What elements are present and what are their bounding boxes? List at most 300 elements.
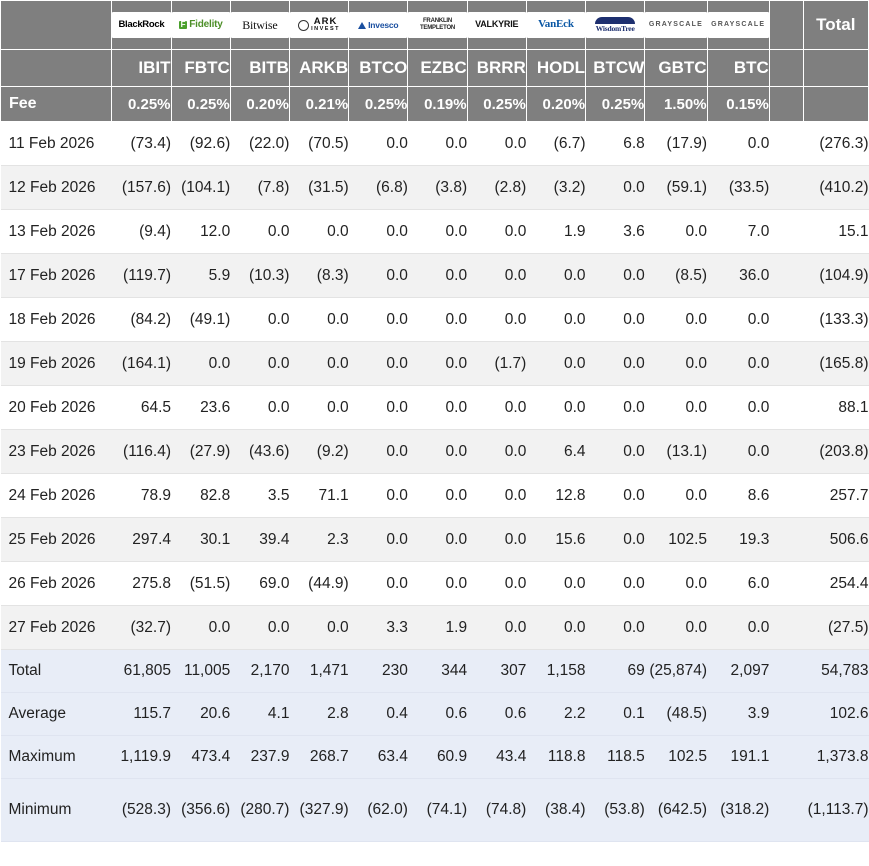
cell-btcw: 0.0 bbox=[586, 254, 645, 298]
logo-franklin-templeton: FRANKLIN TEMPLETON bbox=[408, 12, 466, 38]
table-row bbox=[1, 122, 869, 166]
cell-ibit: (157.6) bbox=[112, 166, 171, 210]
invesco-triangle-icon bbox=[358, 22, 366, 29]
cell-gbtc: (8.5) bbox=[645, 254, 707, 298]
cell-btc: 0.0 bbox=[707, 122, 769, 166]
table-row bbox=[1, 254, 869, 298]
summary-total: 102.6 bbox=[803, 693, 868, 736]
summary-cell-btco: 0.4 bbox=[349, 693, 408, 736]
cell-btcw: 0.0 bbox=[586, 518, 645, 562]
row-total: (104.9) bbox=[803, 254, 868, 298]
cell-hodl: (3.2) bbox=[526, 166, 585, 210]
summary-cell-ezbc: 344 bbox=[408, 650, 467, 693]
table-row bbox=[1, 298, 869, 342]
ticker-btcw: BTCW bbox=[586, 50, 645, 87]
cell-ibit: (84.2) bbox=[112, 298, 171, 342]
cell-ezbc: 0.0 bbox=[408, 430, 467, 474]
cell-arkb: 0.0 bbox=[289, 606, 348, 650]
ark-circle-icon bbox=[298, 20, 309, 31]
cell-gbtc: 0.0 bbox=[645, 386, 707, 430]
table-row bbox=[1, 430, 869, 474]
cell-ezbc: 1.9 bbox=[408, 606, 467, 650]
ticker-corner-cell bbox=[1, 50, 112, 87]
cell-bitb: 0.0 bbox=[230, 342, 289, 386]
summary-cell-arkb: (327.9) bbox=[289, 779, 348, 842]
header-corner-cell bbox=[1, 1, 112, 50]
summary-row bbox=[1, 736, 869, 779]
row-date: 20 Feb 2026 bbox=[1, 386, 112, 430]
ticker-arkb: ARKB bbox=[289, 50, 348, 87]
cell-bitb: (7.8) bbox=[230, 166, 289, 210]
table-row bbox=[1, 342, 869, 386]
cell-arkb: (31.5) bbox=[289, 166, 348, 210]
logo-cell-grayscale-gbtc bbox=[645, 1, 707, 50]
cell-bitb: 3.5 bbox=[230, 474, 289, 518]
row-date: 13 Feb 2026 bbox=[1, 210, 112, 254]
row-blank-cell bbox=[769, 430, 803, 474]
cell-hodl: 12.8 bbox=[526, 474, 585, 518]
ticker-bitb: BITB bbox=[230, 50, 289, 87]
ticker-blank-cell bbox=[769, 50, 803, 87]
cell-btco: 0.0 bbox=[349, 386, 408, 430]
cell-brrr: (2.8) bbox=[467, 166, 526, 210]
cell-brrr: 0.0 bbox=[467, 562, 526, 606]
row-blank-cell bbox=[769, 342, 803, 386]
cell-brrr: (1.7) bbox=[467, 342, 526, 386]
summary-cell-arkb: 2.8 bbox=[289, 693, 348, 736]
summary-cell-bitb: 4.1 bbox=[230, 693, 289, 736]
table-row bbox=[1, 518, 869, 562]
cell-fbtc: (49.1) bbox=[171, 298, 230, 342]
cell-arkb: (44.9) bbox=[289, 562, 348, 606]
cell-bitb: 0.0 bbox=[230, 386, 289, 430]
logo-cell-invesco bbox=[349, 1, 408, 50]
cell-btcw: 0.0 bbox=[586, 606, 645, 650]
cell-bitb: (22.0) bbox=[230, 122, 289, 166]
cell-ezbc: 0.0 bbox=[408, 386, 467, 430]
row-total: 254.4 bbox=[803, 562, 868, 606]
row-blank-cell bbox=[769, 474, 803, 518]
cell-btco: 0.0 bbox=[349, 298, 408, 342]
cell-gbtc: (59.1) bbox=[645, 166, 707, 210]
cell-btcw: 6.8 bbox=[586, 122, 645, 166]
summary-cell-btco: 230 bbox=[349, 650, 408, 693]
cell-arkb: 0.0 bbox=[289, 386, 348, 430]
cell-btcw: 0.0 bbox=[586, 562, 645, 606]
logo-vaneck: VanEck bbox=[527, 12, 585, 38]
cell-hodl: (6.7) bbox=[526, 122, 585, 166]
summary-total: 1,373.8 bbox=[803, 736, 868, 779]
cell-arkb: 0.0 bbox=[289, 298, 348, 342]
cell-hodl: 1.9 bbox=[526, 210, 585, 254]
summary-cell-gbtc: (48.5) bbox=[645, 693, 707, 736]
logo-blackrock: BlackRock bbox=[112, 12, 170, 38]
cell-fbtc: 0.0 bbox=[171, 606, 230, 650]
summary-cell-ibit: 115.7 bbox=[112, 693, 171, 736]
cell-ezbc: 0.0 bbox=[408, 298, 467, 342]
row-blank-cell bbox=[769, 606, 803, 650]
summary-cell-btc: (318.2) bbox=[707, 779, 769, 842]
summary-cell-btcw: (53.8) bbox=[586, 779, 645, 842]
fee-row bbox=[1, 87, 869, 122]
summary-label: Total bbox=[1, 650, 112, 693]
summary-cell-btcw: 118.5 bbox=[586, 736, 645, 779]
fee-ezbc: 0.19% bbox=[408, 87, 467, 122]
cell-bitb: 0.0 bbox=[230, 606, 289, 650]
table-row bbox=[1, 210, 869, 254]
logo-cell-grayscale-btc bbox=[707, 1, 769, 50]
fee-gbtc: 1.50% bbox=[645, 87, 707, 122]
total-header: Total bbox=[803, 1, 868, 50]
summary-row bbox=[1, 693, 869, 736]
cell-fbtc: 0.0 bbox=[171, 342, 230, 386]
summary-cell-btcw: 69 bbox=[586, 650, 645, 693]
summary-cell-btcw: 0.1 bbox=[586, 693, 645, 736]
cell-btco: 0.0 bbox=[349, 474, 408, 518]
cell-ibit: (73.4) bbox=[112, 122, 171, 166]
table-row bbox=[1, 474, 869, 518]
summary-cell-gbtc: (642.5) bbox=[645, 779, 707, 842]
summary-cell-brrr: 0.6 bbox=[467, 693, 526, 736]
cell-brrr: 0.0 bbox=[467, 474, 526, 518]
summary-cell-arkb: 1,471 bbox=[289, 650, 348, 693]
cell-gbtc: 102.5 bbox=[645, 518, 707, 562]
logo-fidelity: F Fidelity bbox=[172, 12, 230, 38]
cell-btc: 6.0 bbox=[707, 562, 769, 606]
row-total: (276.3) bbox=[803, 122, 868, 166]
cell-hodl: 0.0 bbox=[526, 386, 585, 430]
cell-ibit: (164.1) bbox=[112, 342, 171, 386]
row-total: 88.1 bbox=[803, 386, 868, 430]
row-total: 257.7 bbox=[803, 474, 868, 518]
table-row bbox=[1, 606, 869, 650]
fee-bitb: 0.20% bbox=[230, 87, 289, 122]
row-blank-cell bbox=[769, 166, 803, 210]
summary-cell-hodl: (38.4) bbox=[526, 779, 585, 842]
row-total: (410.2) bbox=[803, 166, 868, 210]
fee-ibit: 0.25% bbox=[112, 87, 171, 122]
fidelity-mark: F bbox=[180, 19, 186, 29]
cell-ezbc: 0.0 bbox=[408, 562, 467, 606]
cell-btc: 0.0 bbox=[707, 298, 769, 342]
cell-arkb: 2.3 bbox=[289, 518, 348, 562]
row-date: 26 Feb 2026 bbox=[1, 562, 112, 606]
row-blank-cell bbox=[769, 562, 803, 606]
fee-btcw: 0.25% bbox=[586, 87, 645, 122]
cell-gbtc: (13.1) bbox=[645, 430, 707, 474]
cell-gbtc: 0.0 bbox=[645, 474, 707, 518]
logo-cell-fidelity bbox=[171, 1, 230, 50]
ticker-gbtc: GBTC bbox=[645, 50, 707, 87]
cell-ibit: 64.5 bbox=[112, 386, 171, 430]
cell-btc: 0.0 bbox=[707, 430, 769, 474]
cell-gbtc: 0.0 bbox=[645, 562, 707, 606]
cell-btco: (6.8) bbox=[349, 166, 408, 210]
logo-cell-vaneck bbox=[526, 1, 585, 50]
table-row bbox=[1, 386, 869, 430]
summary-cell-bitb: (280.7) bbox=[230, 779, 289, 842]
row-date: 11 Feb 2026 bbox=[1, 122, 112, 166]
summary-total: 54,783 bbox=[803, 650, 868, 693]
row-blank-cell bbox=[769, 518, 803, 562]
cell-ezbc: 0.0 bbox=[408, 474, 467, 518]
cell-gbtc: 0.0 bbox=[645, 210, 707, 254]
logo-cell-ark-invest bbox=[289, 1, 348, 50]
cell-fbtc: 23.6 bbox=[171, 386, 230, 430]
fee-brrr: 0.25% bbox=[467, 87, 526, 122]
cell-ezbc: 0.0 bbox=[408, 122, 467, 166]
summary-cell-hodl: 118.8 bbox=[526, 736, 585, 779]
row-blank-cell bbox=[769, 122, 803, 166]
cell-arkb: (8.3) bbox=[289, 254, 348, 298]
fee-arkb: 0.21% bbox=[289, 87, 348, 122]
cell-ezbc: 0.0 bbox=[408, 342, 467, 386]
cell-fbtc: (51.5) bbox=[171, 562, 230, 606]
ticker-ibit: IBIT bbox=[112, 50, 171, 87]
summary-cell-fbtc: 473.4 bbox=[171, 736, 230, 779]
cell-btco: 0.0 bbox=[349, 562, 408, 606]
row-date: 12 Feb 2026 bbox=[1, 166, 112, 210]
cell-fbtc: 82.8 bbox=[171, 474, 230, 518]
row-total: (203.8) bbox=[803, 430, 868, 474]
cell-bitb: (10.3) bbox=[230, 254, 289, 298]
logo-wisdomtree: WisdomTree bbox=[586, 12, 644, 38]
cell-ibit: 297.4 bbox=[112, 518, 171, 562]
summary-blank-cell bbox=[769, 650, 803, 693]
row-total: (165.8) bbox=[803, 342, 868, 386]
ticker-total-cell bbox=[803, 50, 868, 87]
cell-hodl: 15.6 bbox=[526, 518, 585, 562]
summary-cell-bitb: 237.9 bbox=[230, 736, 289, 779]
summary-cell-ibit: 1,119.9 bbox=[112, 736, 171, 779]
cell-hodl: 0.0 bbox=[526, 342, 585, 386]
cell-brrr: 0.0 bbox=[467, 606, 526, 650]
cell-btcw: 0.0 bbox=[586, 298, 645, 342]
cell-fbtc: (92.6) bbox=[171, 122, 230, 166]
cell-ezbc: 0.0 bbox=[408, 210, 467, 254]
cell-btc: 7.0 bbox=[707, 210, 769, 254]
cell-btc: 0.0 bbox=[707, 386, 769, 430]
cell-fbtc: 30.1 bbox=[171, 518, 230, 562]
fee-label: Fee bbox=[1, 87, 112, 122]
summary-cell-hodl: 2.2 bbox=[526, 693, 585, 736]
logo-grayscale-btc: GRAYSCALE bbox=[708, 12, 769, 38]
cell-ibit: 78.9 bbox=[112, 474, 171, 518]
summary-cell-btc: 191.1 bbox=[707, 736, 769, 779]
cell-fbtc: (27.9) bbox=[171, 430, 230, 474]
cell-brrr: 0.0 bbox=[467, 210, 526, 254]
cell-gbtc: 0.0 bbox=[645, 298, 707, 342]
cell-btco: 0.0 bbox=[349, 430, 408, 474]
summary-cell-btc: 2,097 bbox=[707, 650, 769, 693]
cell-btcw: 0.0 bbox=[586, 386, 645, 430]
cell-btco: 0.0 bbox=[349, 254, 408, 298]
summary-cell-brrr: 43.4 bbox=[467, 736, 526, 779]
logo-invesco: Invesco bbox=[349, 12, 407, 38]
logo-cell-valkyrie bbox=[467, 1, 526, 50]
wisdomtree-arch-icon bbox=[595, 17, 635, 24]
cell-btco: 0.0 bbox=[349, 342, 408, 386]
fee-btc: 0.15% bbox=[707, 87, 769, 122]
cell-btc: 8.6 bbox=[707, 474, 769, 518]
cell-bitb: 69.0 bbox=[230, 562, 289, 606]
ticker-fbtc: FBTC bbox=[171, 50, 230, 87]
cell-brrr: 0.0 bbox=[467, 518, 526, 562]
cell-btc: (33.5) bbox=[707, 166, 769, 210]
fee-btco: 0.25% bbox=[349, 87, 408, 122]
logo-cell-wisdomtree bbox=[586, 1, 645, 50]
summary-cell-gbtc: (25,874) bbox=[645, 650, 707, 693]
cell-arkb: 0.0 bbox=[289, 342, 348, 386]
row-total: 506.6 bbox=[803, 518, 868, 562]
cell-ibit: (32.7) bbox=[112, 606, 171, 650]
cell-hodl: 0.0 bbox=[526, 562, 585, 606]
summary-blank-cell bbox=[769, 693, 803, 736]
cell-btcw: 0.0 bbox=[586, 474, 645, 518]
logo-ark-invest: ARK INVEST bbox=[290, 12, 348, 38]
cell-brrr: 0.0 bbox=[467, 298, 526, 342]
summary-cell-arkb: 268.7 bbox=[289, 736, 348, 779]
cell-btcw: 0.0 bbox=[586, 342, 645, 386]
row-total: 15.1 bbox=[803, 210, 868, 254]
summary-cell-fbtc: 20.6 bbox=[171, 693, 230, 736]
cell-hodl: 6.4 bbox=[526, 430, 585, 474]
cell-ibit: (116.4) bbox=[112, 430, 171, 474]
summary-label: Average bbox=[1, 693, 112, 736]
fee-hodl: 0.20% bbox=[526, 87, 585, 122]
summary-cell-brrr: 307 bbox=[467, 650, 526, 693]
row-date: 25 Feb 2026 bbox=[1, 518, 112, 562]
summary-total: (1,113.7) bbox=[803, 779, 868, 842]
cell-btco: 0.0 bbox=[349, 210, 408, 254]
logo-valkyrie: VALKYRIE bbox=[468, 12, 526, 38]
row-total: (27.5) bbox=[803, 606, 868, 650]
summary-cell-ibit: 61,805 bbox=[112, 650, 171, 693]
cell-arkb: 71.1 bbox=[289, 474, 348, 518]
summary-cell-fbtc: 11,005 bbox=[171, 650, 230, 693]
cell-ibit: 275.8 bbox=[112, 562, 171, 606]
summary-cell-fbtc: (356.6) bbox=[171, 779, 230, 842]
ticker-btco: BTCO bbox=[349, 50, 408, 87]
cell-fbtc: (104.1) bbox=[171, 166, 230, 210]
row-date: 23 Feb 2026 bbox=[1, 430, 112, 474]
cell-ezbc: 0.0 bbox=[408, 254, 467, 298]
ticker-ezbc: EZBC bbox=[408, 50, 467, 87]
cell-hodl: 0.0 bbox=[526, 606, 585, 650]
cell-hodl: 0.0 bbox=[526, 298, 585, 342]
cell-btc: 0.0 bbox=[707, 342, 769, 386]
logo-grayscale-gbtc: GRAYSCALE bbox=[645, 12, 706, 38]
summary-blank-cell bbox=[769, 736, 803, 779]
cell-gbtc: 0.0 bbox=[645, 342, 707, 386]
ticker-btc: BTC bbox=[707, 50, 769, 87]
cell-arkb: (9.2) bbox=[289, 430, 348, 474]
cell-fbtc: 5.9 bbox=[171, 254, 230, 298]
cell-hodl: 0.0 bbox=[526, 254, 585, 298]
cell-brrr: 0.0 bbox=[467, 254, 526, 298]
cell-brrr: 0.0 bbox=[467, 122, 526, 166]
cell-ezbc: (3.8) bbox=[408, 166, 467, 210]
logo-cell-blackrock bbox=[112, 1, 171, 50]
summary-cell-btc: 3.9 bbox=[707, 693, 769, 736]
summary-cell-bitb: 2,170 bbox=[230, 650, 289, 693]
summary-cell-gbtc: 102.5 bbox=[645, 736, 707, 779]
summary-label: Minimum bbox=[1, 779, 112, 842]
logo-cell-franklin-templeton bbox=[408, 1, 467, 50]
cell-bitb: 0.0 bbox=[230, 210, 289, 254]
ticker-brrr: BRRR bbox=[467, 50, 526, 87]
cell-btc: 0.0 bbox=[707, 606, 769, 650]
cell-brrr: 0.0 bbox=[467, 386, 526, 430]
logo-blank-cell bbox=[769, 1, 803, 50]
cell-ibit: (119.7) bbox=[112, 254, 171, 298]
fee-fbtc: 0.25% bbox=[171, 87, 230, 122]
table-row bbox=[1, 166, 869, 210]
ticker-header-row bbox=[1, 50, 869, 87]
cell-ibit: (9.4) bbox=[112, 210, 171, 254]
summary-cell-ezbc: 60.9 bbox=[408, 736, 467, 779]
cell-btc: 19.3 bbox=[707, 518, 769, 562]
cell-brrr: 0.0 bbox=[467, 430, 526, 474]
cell-gbtc: 0.0 bbox=[645, 606, 707, 650]
row-blank-cell bbox=[769, 210, 803, 254]
cell-btcw: 0.0 bbox=[586, 166, 645, 210]
ticker-hodl: HODL bbox=[526, 50, 585, 87]
summary-cell-ibit: (528.3) bbox=[112, 779, 171, 842]
summary-blank-cell bbox=[769, 779, 803, 842]
row-blank-cell bbox=[769, 298, 803, 342]
cell-bitb: 39.4 bbox=[230, 518, 289, 562]
cell-btco: 0.0 bbox=[349, 122, 408, 166]
cell-bitb: 0.0 bbox=[230, 298, 289, 342]
cell-arkb: 0.0 bbox=[289, 210, 348, 254]
row-total: (133.3) bbox=[803, 298, 868, 342]
row-blank-cell bbox=[769, 254, 803, 298]
summary-cell-btco: (62.0) bbox=[349, 779, 408, 842]
row-date: 18 Feb 2026 bbox=[1, 298, 112, 342]
logo-cell-bitwise bbox=[230, 1, 289, 50]
cell-btcw: 0.0 bbox=[586, 430, 645, 474]
table-row bbox=[1, 562, 869, 606]
cell-arkb: (70.5) bbox=[289, 122, 348, 166]
cell-btcw: 3.6 bbox=[586, 210, 645, 254]
cell-bitb: (43.6) bbox=[230, 430, 289, 474]
summary-cell-hodl: 1,158 bbox=[526, 650, 585, 693]
summary-label: Maximum bbox=[1, 736, 112, 779]
summary-cell-ezbc: (74.1) bbox=[408, 779, 467, 842]
summary-row bbox=[1, 779, 869, 842]
logo-header-row bbox=[1, 1, 869, 50]
cell-btco: 0.0 bbox=[349, 518, 408, 562]
cell-btco: 3.3 bbox=[349, 606, 408, 650]
row-date: 27 Feb 2026 bbox=[1, 606, 112, 650]
row-date: 17 Feb 2026 bbox=[1, 254, 112, 298]
logo-bitwise: Bitwise bbox=[231, 12, 289, 38]
row-blank-cell bbox=[769, 386, 803, 430]
summary-cell-brrr: (74.8) bbox=[467, 779, 526, 842]
row-date: 24 Feb 2026 bbox=[1, 474, 112, 518]
summary-row bbox=[1, 650, 869, 693]
cell-btc: 36.0 bbox=[707, 254, 769, 298]
fee-total-cell bbox=[803, 87, 868, 122]
cell-gbtc: (17.9) bbox=[645, 122, 707, 166]
fee-blank-cell bbox=[769, 87, 803, 122]
row-date: 19 Feb 2026 bbox=[1, 342, 112, 386]
summary-cell-ezbc: 0.6 bbox=[408, 693, 467, 736]
cell-ezbc: 0.0 bbox=[408, 518, 467, 562]
summary-cell-btco: 63.4 bbox=[349, 736, 408, 779]
cell-fbtc: 12.0 bbox=[171, 210, 230, 254]
